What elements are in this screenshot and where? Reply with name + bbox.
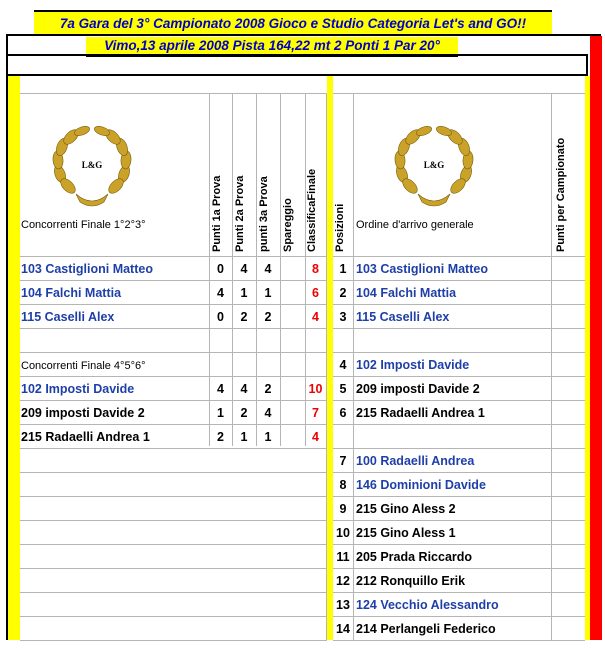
final-ranking: 6 [312,286,319,300]
col-header-points: Punti per Campionato [555,137,567,252]
arrival-order-name: 215 Gino Aless 2 [356,502,456,516]
arrival-order-name: 115 Caselli Alex [356,310,450,324]
arrival-order-name: 212 Ronquillo Erik [356,574,466,588]
final-ranking: 10 [308,382,323,396]
frame-top-line [6,34,601,36]
score-p1: 1 [217,406,224,420]
col-header-p3: punti 3a Prova [258,176,270,252]
event-subtitle: Vimo,13 aprile 2008 Pista 164,22 mt 2 Ponti 1 Par 20° [86,37,458,57]
score-p1: 0 [217,310,224,324]
competitor-name: 115 Caselli Alex [21,310,115,324]
arrival-order-name: 100 Radaelli Andrea [356,454,475,468]
score-p3: 2 [264,310,272,324]
grid-v-left-end [326,93,327,640]
col-header-p2: Punti 2a Prova [234,175,246,252]
arrival-order-name: 104 Falchi Mattia [356,286,457,300]
grid-h-line [20,544,327,545]
score-p3: 2 [264,382,272,396]
position-number: 14 [336,622,350,636]
score-p1: 4 [217,286,224,300]
score-p2: 2 [240,310,248,324]
score-p2: 4 [240,382,248,396]
position-number: 3 [339,310,347,324]
position-number: 6 [339,406,347,420]
frame-right-short-line [586,54,588,76]
score-p2: 2 [240,406,248,420]
arrival-order-name: 102 Imposti Davide [356,358,470,372]
score-p1: 2 [217,430,224,444]
competitor-name: 215 Radaelli Andrea 1 [21,430,150,444]
left-laurel-logo [46,122,138,210]
arrival-order-name: 215 Gino Aless 1 [356,526,456,540]
position-number: 9 [339,502,347,516]
left-yellow-bar [8,76,20,640]
right-red-bar [590,36,602,640]
logo-text: L&G [423,160,445,170]
position-number: 12 [336,574,350,588]
final-ranking: 7 [312,406,319,420]
grid-h-top-right [333,93,585,94]
position-number: 5 [339,382,347,396]
grid-h-line [20,616,327,617]
col-header-order: Ordine d'arrivo generale [356,219,474,231]
page-title: 7a Gara del 3° Campionato 2008 Gioco e Studio Categoria Let's and GO!! [34,10,552,34]
competitor-name: 103 Castiglioni Matteo [21,262,153,276]
score-p3: 4 [264,406,272,420]
arrival-order-name: 214 Perlangeli Federico [356,622,496,636]
position-number: 2 [339,286,347,300]
arrival-order-name: 205 Prada Riccardo [356,550,473,564]
score-p3: 1 [264,430,272,444]
arrival-order-name: 209 imposti Davide 2 [356,382,480,396]
col-header-positions: Posizioni [334,203,346,252]
section2-label: Concorrenti Finale 4°5°6° [21,360,146,372]
section1-label: Concorrenti Finale 1°2°3° [21,219,146,231]
score-p1: 0 [217,262,224,276]
competitor-name: 102 Imposti Davide [21,382,135,396]
grid-v-spar [280,93,281,446]
position-number: 13 [336,598,350,612]
grid-h-line [20,592,327,593]
logo-text: L&G [81,160,103,170]
grid-v-pos [353,93,354,640]
position-number: 10 [336,526,350,540]
position-number: 11 [336,550,350,564]
grid-h-line [20,472,327,473]
col-header-final: ClassificaFinale [306,168,318,252]
right-laurel-logo [388,122,480,210]
position-number: 7 [339,454,347,468]
grid-v-points [551,93,552,640]
score-p2: 1 [240,286,248,300]
score-p2: 1 [240,430,248,444]
grid-h-line [20,520,327,521]
frame-line-2 [6,54,588,56]
final-ranking: 8 [312,262,319,276]
competitor-name: 209 imposti Davide 2 [21,406,145,420]
score-p1: 4 [217,382,224,396]
arrival-order-name: 103 Castiglioni Matteo [356,262,488,276]
score-p2: 4 [240,262,248,276]
final-ranking: 4 [312,310,319,324]
grid-h-line [20,640,327,641]
col-header-p1: Punti 1a Prova [211,175,223,252]
col-header-spareggio: Spareggio [282,198,294,252]
final-ranking: 4 [312,430,319,444]
grid-h-line [20,496,327,497]
frame-line-3 [6,74,588,76]
competitor-name: 104 Falchi Mattia [21,286,122,300]
score-p3: 1 [264,286,272,300]
arrival-order-name: 124 Vecchio Alessandro [356,598,499,612]
position-number: 4 [339,358,347,372]
position-number: 8 [339,478,347,492]
grid-h-line [20,568,327,569]
arrival-order-name: 215 Radaelli Andrea 1 [356,406,485,420]
arrival-order-name: 146 Dominioni Davide [356,478,486,492]
score-p3: 4 [264,262,272,276]
position-number: 1 [339,262,347,276]
